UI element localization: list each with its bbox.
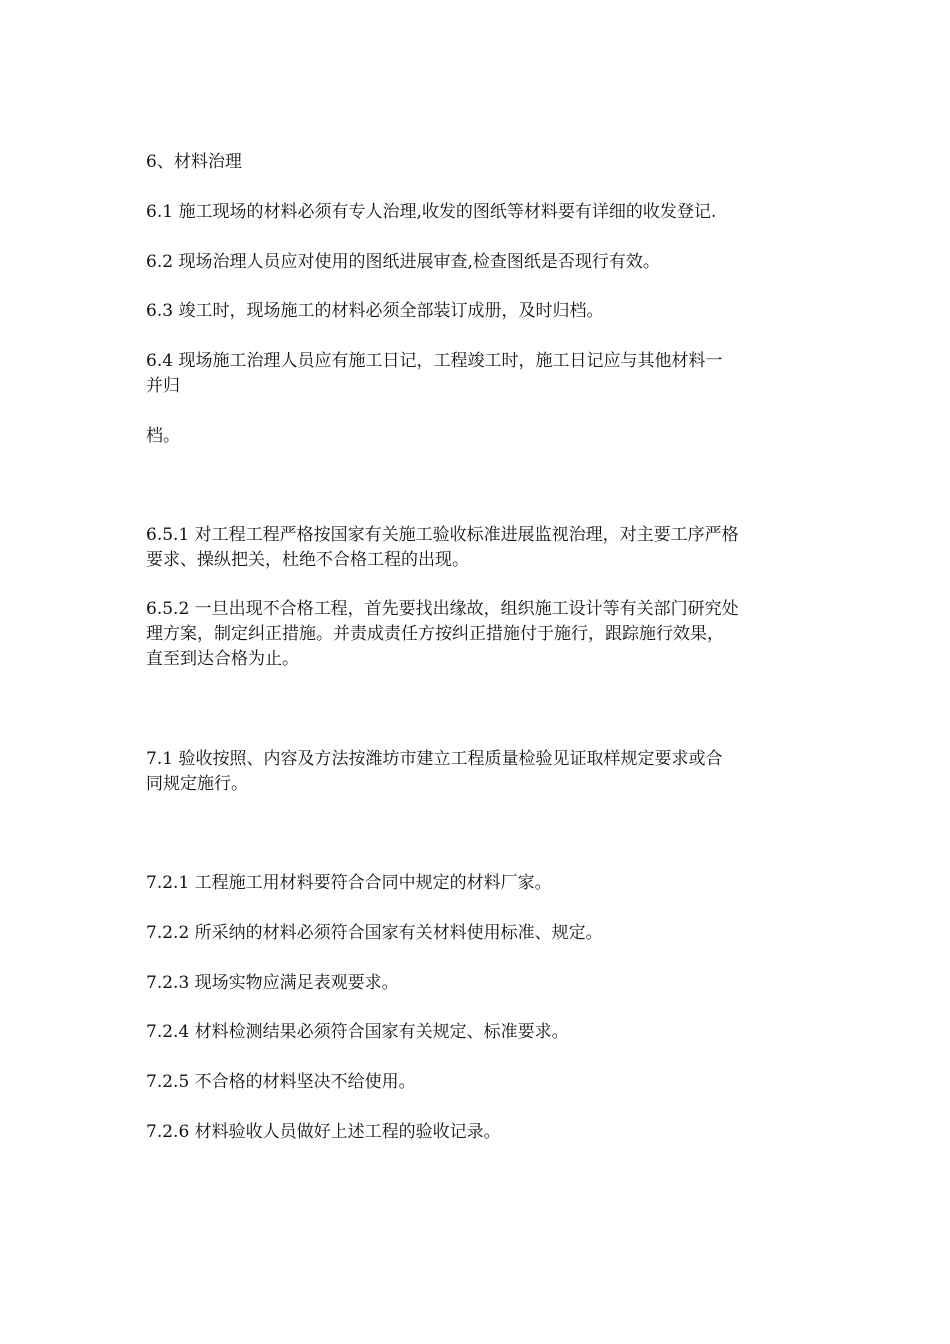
paragraph-7-2-6 [146, 1120, 806, 1145]
paragraph-line: 档。 [146, 426, 180, 446]
paragraph-7-2-5 [146, 1070, 806, 1095]
section-heading-6 [146, 150, 806, 175]
paragraph-7-2-4 [146, 1020, 806, 1045]
paragraph-7-2-2 [146, 921, 806, 946]
paragraph-line: 直至到达合格为止。 [146, 649, 299, 669]
paragraph-line: 同规定施行。 [146, 774, 248, 794]
paragraph-6-1 [146, 200, 806, 225]
paragraph-text: 7.2.5 不合格的材料坚决不给使用。 [146, 1072, 416, 1092]
paragraph-7-2-1 [146, 871, 806, 896]
paragraph-6-4 [146, 349, 806, 399]
paragraph-line: 7.1 验收按照、内容及方法按潍坊市建立工程质量检验见证取样规定要求或合 [146, 749, 723, 769]
paragraph-text: 6.3 竣工时，现场施工的材料必须全部装订成册，及时归档。 [146, 301, 604, 321]
paragraph-text: 7.2.2 所采纳的材料必须符合国家有关材料使用标准、规定。 [146, 923, 603, 943]
paragraph-line: 并归 [146, 376, 180, 396]
paragraph-line: 6.4 现场施工治理人员应有施工日记，工程竣工时，施工日记应与其他材料一 [146, 351, 723, 371]
paragraph-6-4-continued [146, 424, 806, 449]
paragraph-line: 要求、操纵把关，杜绝不合格工程的出现。 [146, 550, 469, 570]
paragraph-text: 6.1 施工现场的材料必须有专人治理,收发的图纸等材料要有详细的收发登记. [146, 202, 717, 222]
paragraph-line: 理方案，制定纠正措施。并责成责任方按纠正措施付于施行，跟踪施行效果， [146, 624, 724, 644]
paragraph-6-5-2 [146, 597, 806, 672]
paragraph-line: 6.5.1 对工程工程严格按国家有关施工验收标准进展监视治理，对主要工序严格 [146, 525, 739, 545]
paragraph-6-5-1 [146, 523, 806, 573]
paragraph-line: 6.5.2 一旦出现不合格工程，首先要找出缘故，组织施工设计等有关部门研究处 [146, 599, 739, 619]
paragraph-text: 6.2 现场治理人员应对使用的图纸进展审查,检查图纸是否现行有效。 [146, 252, 660, 272]
section-heading-text: 6、材料治理 [146, 152, 242, 172]
paragraph-7-2-3 [146, 971, 806, 996]
paragraph-6-3 [146, 299, 806, 324]
paragraph-text: 7.2.6 材料验收人员做好上述工程的验收记录。 [146, 1122, 501, 1142]
paragraph-text: 7.2.3 现场实物应满足表观要求。 [146, 973, 399, 993]
paragraph-7-1 [146, 747, 806, 797]
paragraph-text: 7.2.1 工程施工用材料要符合合同中规定的材料厂家。 [146, 873, 552, 893]
paragraph-6-2 [146, 250, 806, 275]
paragraph-text: 7.2.4 材料检测结果必须符合国家有关规定、标准要求。 [146, 1022, 569, 1042]
